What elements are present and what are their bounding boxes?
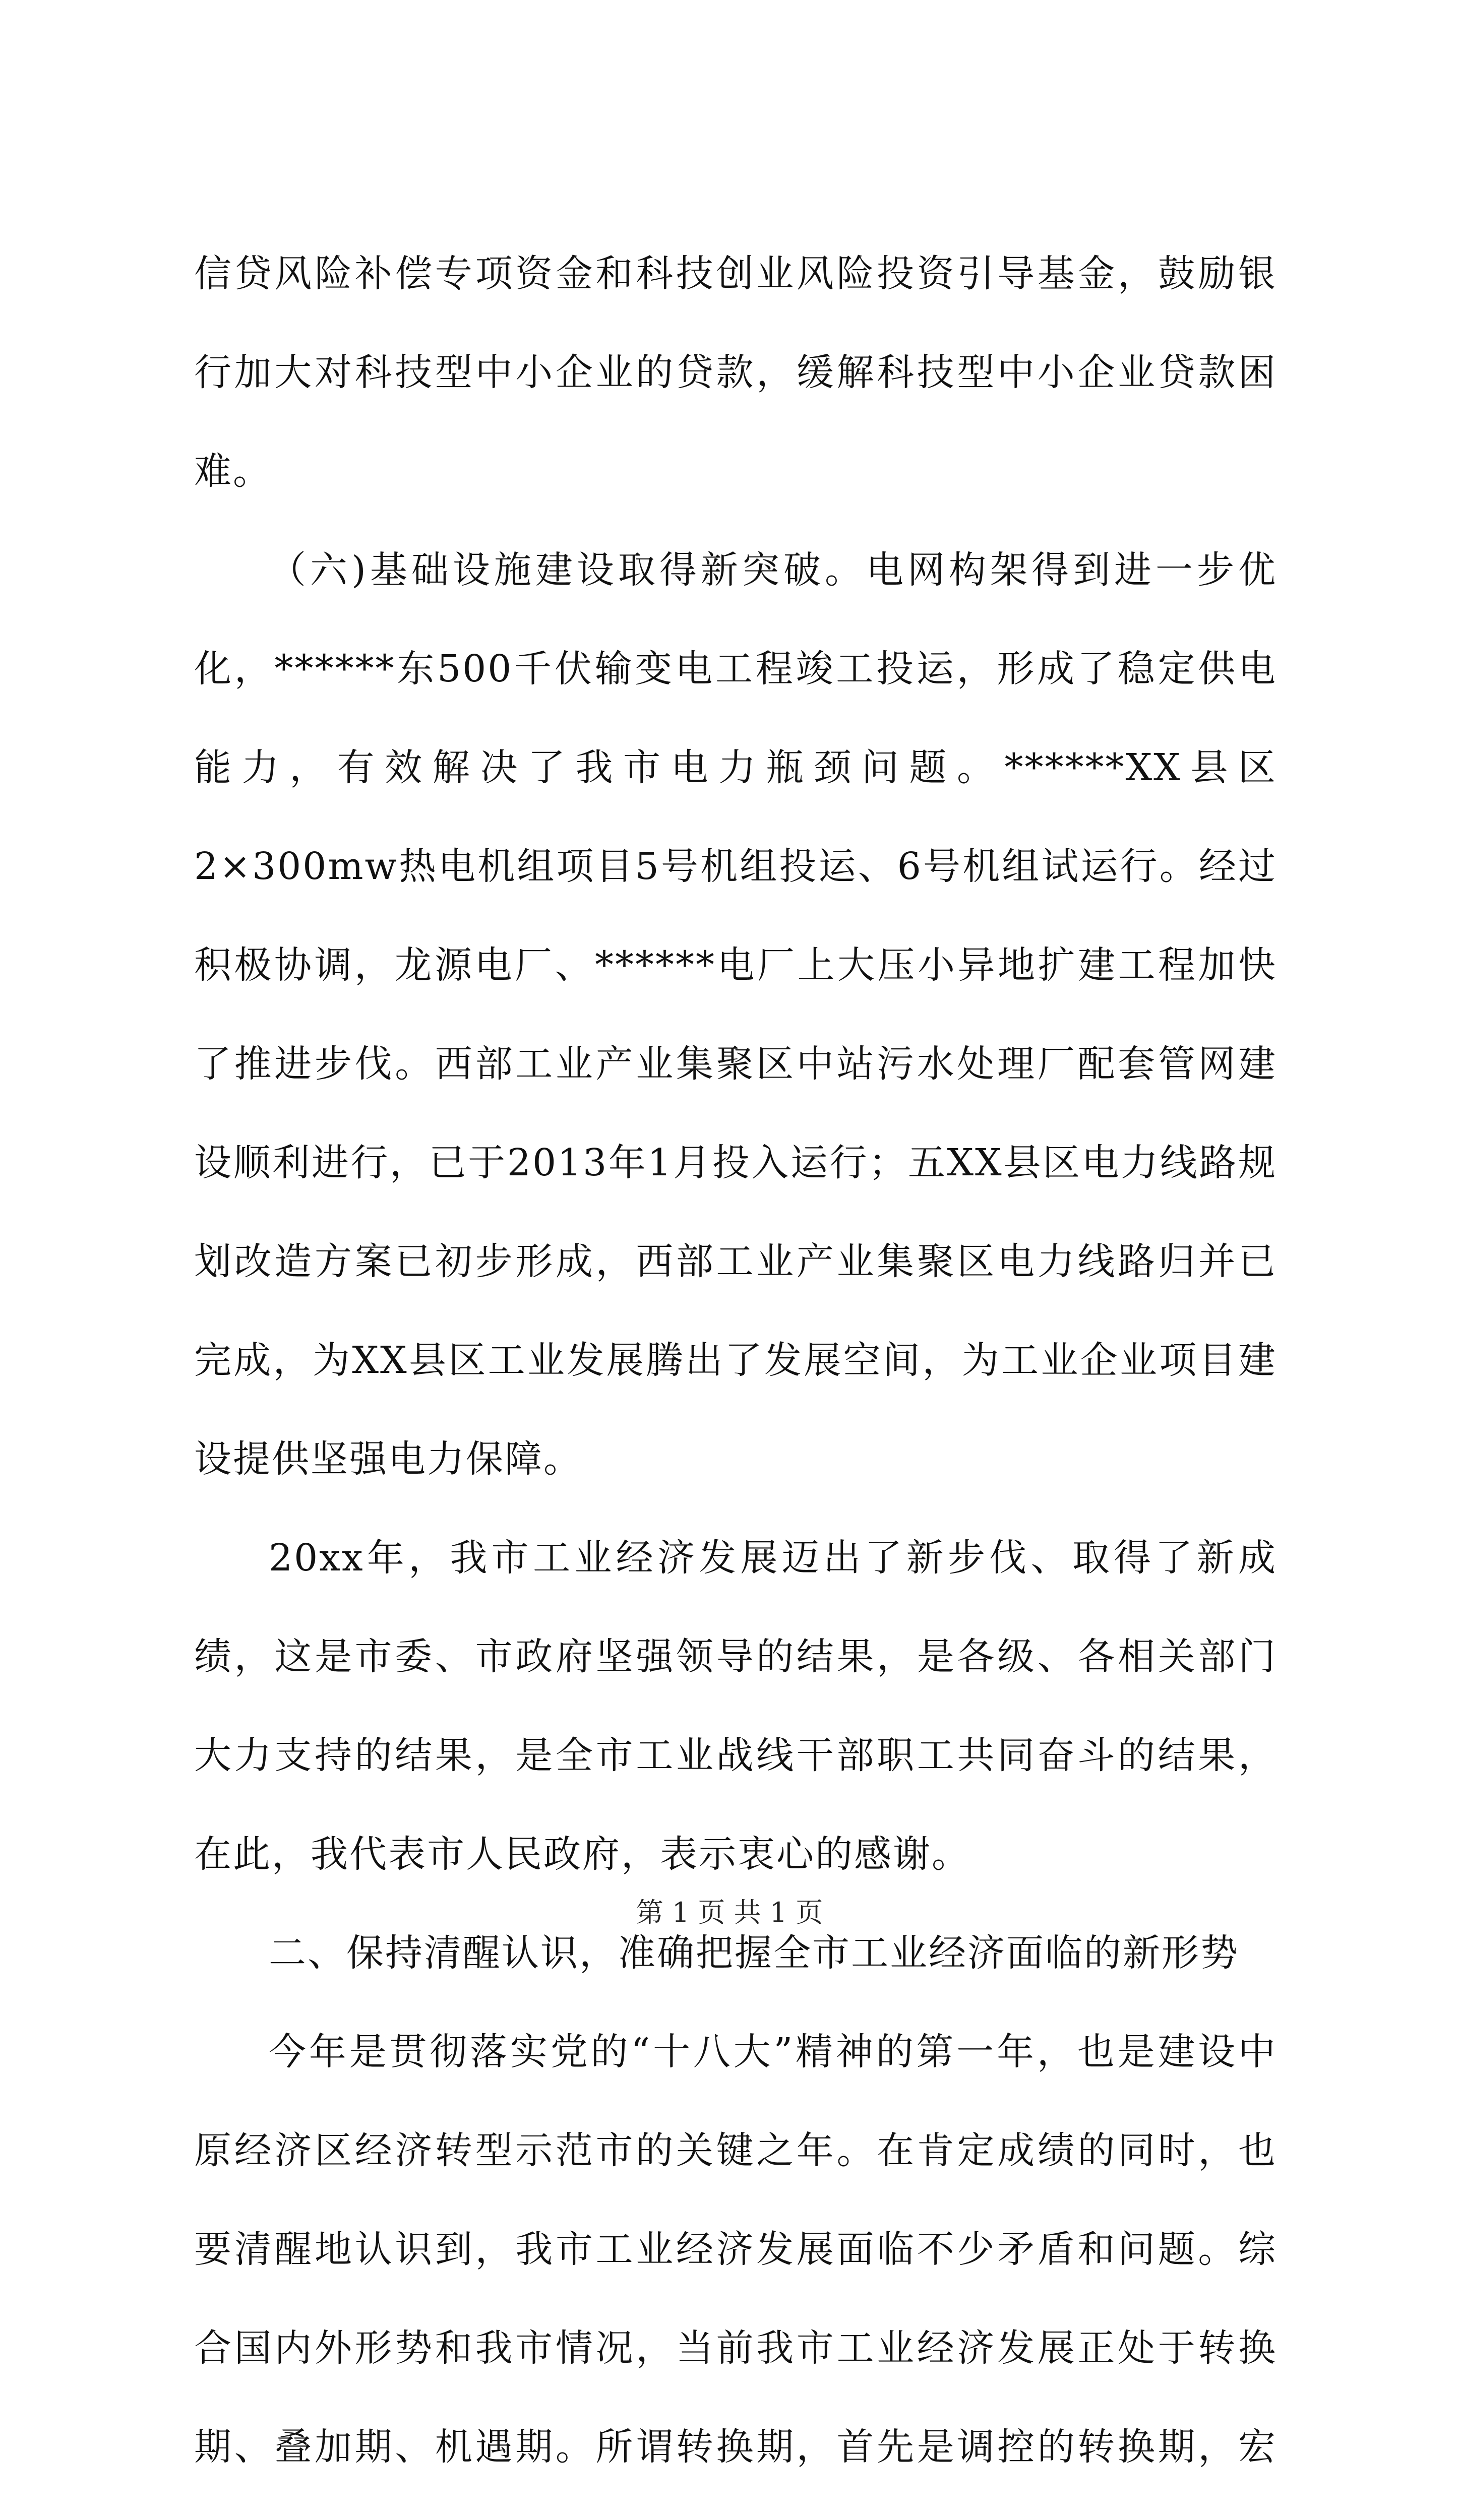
section-heading: 二、保持清醒认识，准确把握全市工业经济面临的新形势 xyxy=(269,1931,1239,1975)
paragraph-2: （六)基础设施建设取得新突破。电网构架得到进一步优化，******东500千伏输变电工程竣工投运，形成了稳定供电能力，有效解决了我市电力瓶颈问题。******XX县区2×300mw热电机组项目5号机组投运、6号机组试运行。经过积极协调，龙源电厂、******电厂上大压小异地扩建工程加快了推进步伐。西部工业产业集聚区中站污水处理厂配套管网建设顺利进行，已于2013年1月投入运行；五XX县区电力线路规划改造方案已初步形成，西部工业产业集聚区电力线路归并已完成，为XX县区工业发展腾出了发展空间，为工业企业项目建设提供坚强电力保障。 xyxy=(194,548,1277,1481)
paragraph-4: 今年是贯彻落实党的“十八大”精神的第一年，也是建设中原经济区经济转型示范市的关键之年。在肯定成绩的同时，也要清醒地认识到，我市工业经济发展面临不少矛盾和问题。综合国内外形势和我市情况，当前我市工业经济发展正处于转换期、叠加期、机遇期。所谓转换期，首先是调控的转换期，宏 xyxy=(194,2030,1277,2469)
document-body xyxy=(194,224,1277,2520)
paragraph-3: 20xx年，我市工业经济发展迈出了新步伐、取得了新成绩，这是市委、市政府坚强领导的结果，是各级、各相关部门大力支持的结果，是全市工业战线干部职工共同奋斗的结果，在此，我代表市人民政府，表示衷心的感谢。 xyxy=(194,1536,1277,1876)
paragraph-1: 信贷风险补偿专项资金和科技创业风险投资引导基金，鼓励银行加大对科技型中小企业的贷款，缓解科技型中小企业贷款困难。 xyxy=(194,252,1277,493)
page-footer: 第 1 页 共 1 页 xyxy=(636,1897,823,1928)
